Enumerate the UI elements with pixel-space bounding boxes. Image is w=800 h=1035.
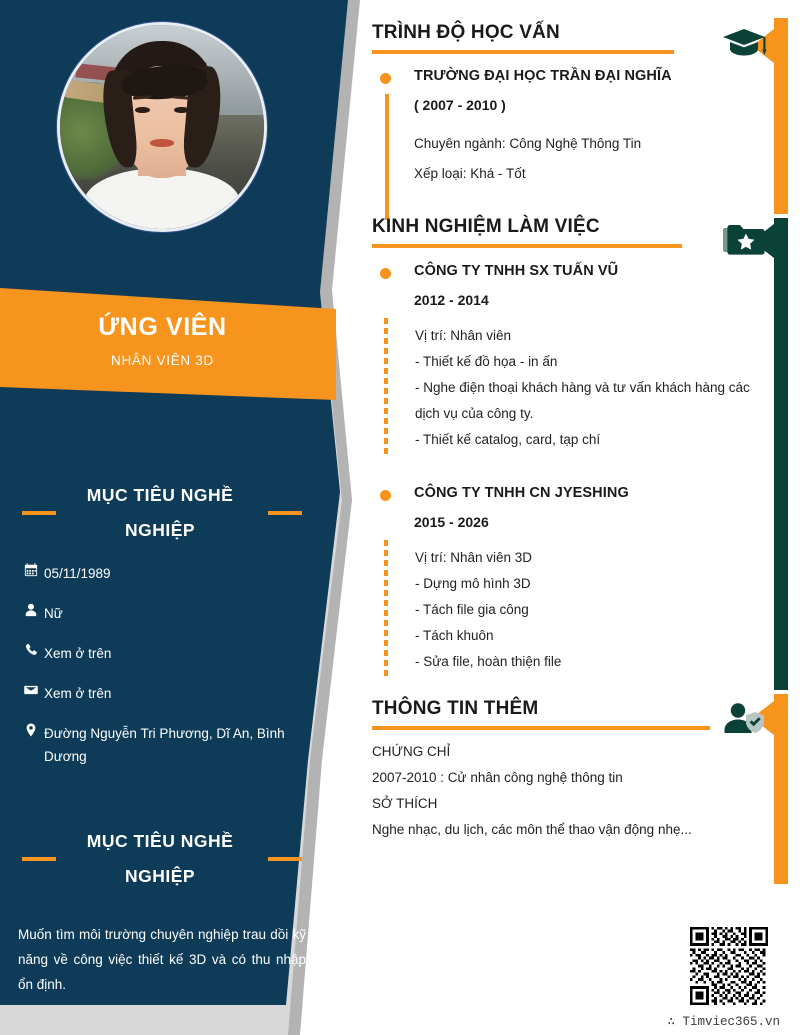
contact-value: Xem ở trên (44, 686, 112, 701)
contact-value: Xem ở trên (44, 646, 112, 661)
contact-value: Đường Nguyễn Tri Phương, Dĩ An, Bình Dương (44, 726, 285, 764)
section-extra-info (372, 698, 776, 843)
folder-star-icon (722, 222, 766, 261)
company-name: CÔNG TY TNHH CN JYESHING (414, 484, 629, 501)
heading-line-2: NGHIỆP (124, 520, 196, 540)
extra-line: Nghe nhạc, du lịch, các môn thể thao vận động nhẹ... (372, 821, 692, 837)
extra-line: CHỨNG CHỈ (372, 743, 451, 759)
extra-line: 2007-2010 : Cử nhân công nghệ thông tin (372, 769, 623, 785)
heading-line-1: MỤC TIÊU NGHỀ (86, 831, 234, 851)
right-bar-orange-top (774, 18, 788, 214)
contact-value: Nữ (44, 606, 63, 621)
extra-body (372, 739, 776, 843)
school-name: TRƯỜNG ĐẠI HỌC TRẦN ĐẠI NGHĨA (414, 67, 672, 84)
job-line: - Thiết kế đồ họa - in ấn (415, 353, 558, 369)
contact-list (18, 562, 318, 785)
candidate-name: ỨNG VIÊN (98, 313, 227, 341)
location-pin-icon (18, 722, 44, 737)
verified-person-icon (722, 702, 766, 739)
phone-icon (18, 642, 44, 657)
company-years: 2015 - 2026 (414, 513, 489, 530)
job-line: Vị trí: Nhân viên 3D (415, 549, 533, 565)
right-bar-orange-bottom (774, 694, 788, 884)
section-experience (372, 216, 776, 675)
section-title: THÔNG TIN THÊM (372, 698, 539, 719)
section-title: TRÌNH ĐỘ HỌC VẤN (372, 22, 560, 43)
education-rail (385, 94, 389, 220)
job-line: - Sửa file, hoàn thiện file (415, 653, 562, 669)
section-underline (372, 50, 674, 54)
experience-dotted-rail (384, 318, 388, 456)
contact-item-email[interactable] (18, 682, 318, 705)
job-line: - Tách khuôn (415, 627, 494, 643)
contact-item-gender (18, 602, 318, 625)
contact-item-address (18, 722, 318, 768)
company-name: CÔNG TY TNHH SX TUẤN VŨ (414, 262, 619, 279)
extra-line: SỞ THÍCH (372, 795, 438, 811)
bullet-dot (380, 490, 391, 501)
job-line: - Nghe điện thoại khách hàng và tư vấn khách hàng các dịch vụ của công ty. (415, 379, 750, 421)
graduation-cap-icon (722, 27, 768, 66)
experience-dotted-rail (384, 540, 388, 680)
job-line: - Tách file gia công (415, 601, 529, 617)
calendar-icon (18, 562, 44, 577)
right-bar-green (774, 218, 788, 690)
heading-line-2: NGHIỆP (124, 866, 196, 886)
bullet-dot (380, 73, 391, 84)
section-underline (372, 726, 710, 730)
section-education (372, 22, 776, 184)
contact-item-birthdate (18, 562, 318, 585)
heading-dash-right (268, 857, 302, 861)
section-underline (372, 244, 682, 248)
education-body (372, 68, 776, 184)
heading-dash-left (22, 857, 56, 861)
qr-code (690, 927, 768, 1005)
contact-item-phone[interactable] (18, 642, 318, 665)
section-title: KINH NGHIỆM LÀM VIỆC (372, 216, 600, 237)
person-icon (18, 602, 44, 617)
bullet-dot (380, 268, 391, 279)
experience-job-1 (372, 263, 776, 453)
avatar-image (60, 25, 264, 229)
brand-watermark: ∴ Timviec365.vn (667, 1015, 780, 1029)
job-line: Vị trí: Nhân viên (415, 327, 512, 343)
school-major: Chuyên ngành: Công Nghệ Thông Tin (414, 135, 642, 151)
heading-dash-left (22, 511, 56, 515)
company-years: 2012 - 2014 (414, 291, 489, 308)
envelope-icon (18, 682, 44, 697)
school-years: ( 2007 - 2010 ) (414, 96, 506, 113)
job-line: - Thiết kế catalog, card, tạp chí (415, 431, 601, 447)
experience-job-2 (372, 485, 776, 675)
main-content (372, 0, 800, 1035)
avatar (57, 22, 267, 232)
job-line: - Dựng mô hình 3D (415, 575, 531, 591)
school-grade: Xếp loại: Khá - Tốt (414, 165, 526, 181)
candidate-role: NHÂN VIÊN 3D (111, 353, 214, 368)
objective-text: Muốn tìm môi trường chuyên nghiệp trau dồi kỹ năng về công việc thiết kế 3D và có thu nhập ổn định. (18, 927, 306, 992)
heading-line-1: MỤC TIÊU NGHỀ (86, 485, 234, 505)
contact-value: 05/11/1989 (44, 566, 111, 581)
heading-dash-right (268, 511, 302, 515)
